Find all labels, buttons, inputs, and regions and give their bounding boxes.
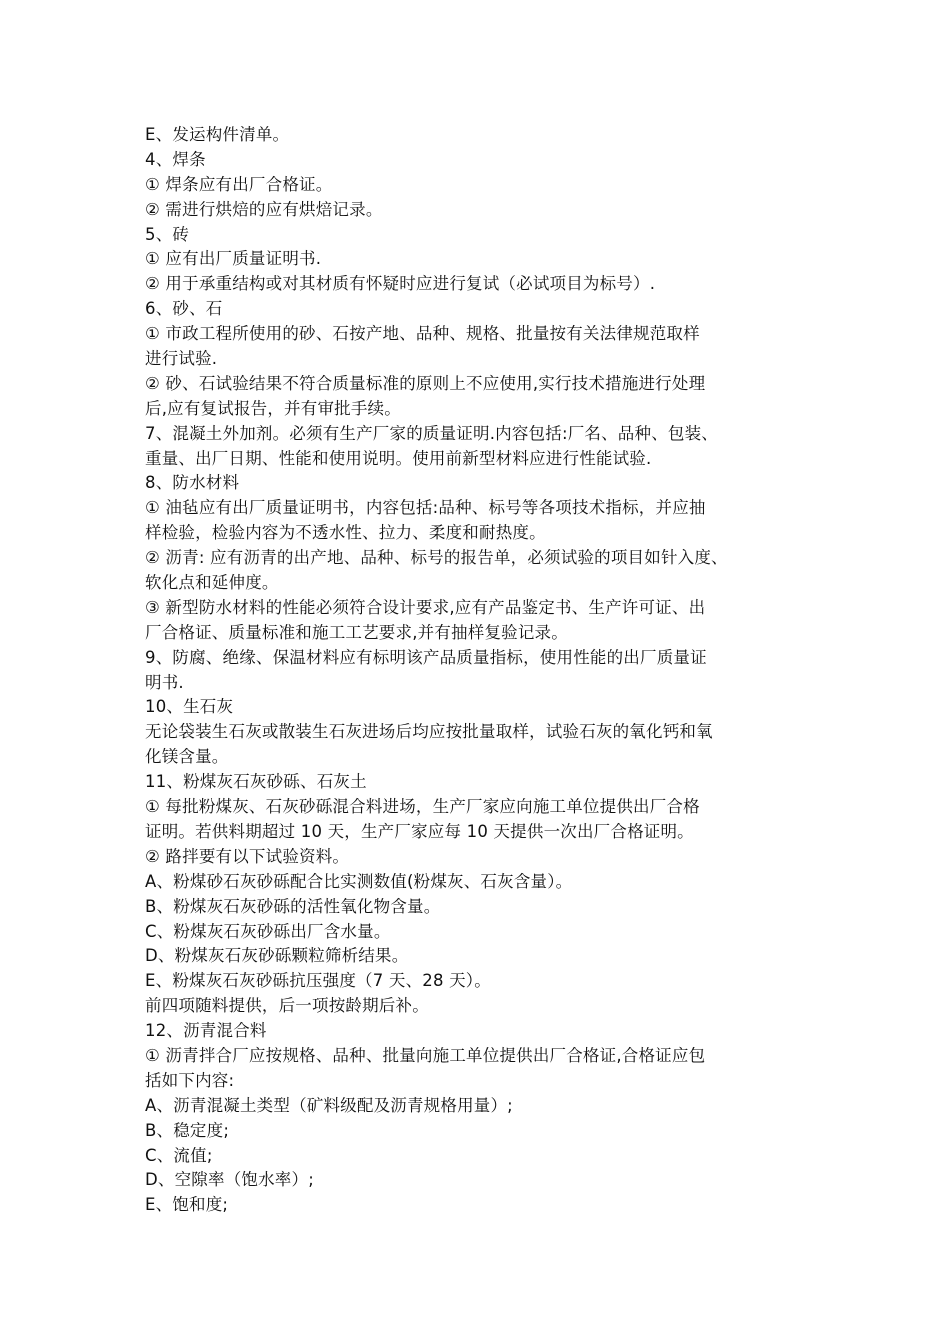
section-heading: 6、砂、石 <box>145 299 223 319</box>
text-line: A、沥青混凝土类型（矿料级配及沥青规格用量）; <box>145 1095 513 1115</box>
section-heading: 12、沥青混合料 <box>145 1021 267 1041</box>
text-line: ② 沥青: 应有沥青的出产地、品种、标号的报告单，必须试验的项目如针入度、 <box>145 548 728 568</box>
text-line: 括如下内容: <box>145 1070 235 1090</box>
section-heading: 8、防水材料 <box>145 473 240 493</box>
text-line: D、空隙率（饱水率）; <box>145 1170 314 1190</box>
section-heading: 4、焊条 <box>145 149 206 169</box>
text-line: 证明。若供料期超过 10 天，生产厂家应每 10 天提供一次出厂合格证明。 <box>145 821 694 841</box>
section-heading: 5、砖 <box>145 224 190 244</box>
text-line: 软化点和延伸度。 <box>145 573 279 593</box>
text-line: 进行试验. <box>145 349 218 369</box>
text-line: B、粉煤灰石灰砂砾的活性氧化物含量。 <box>145 896 441 916</box>
text-line: C、粉煤灰石灰砂砾出厂含水量。 <box>145 921 391 941</box>
section-heading: 11、粉煤灰石灰砂砾、石灰土 <box>145 772 367 792</box>
text-line: ① 每批粉煤灰、石灰砂砾混合料进场，生产厂家应向施工单位提供出厂合格 <box>145 797 700 817</box>
text-line: ① 应有出厂质量证明书. <box>145 249 322 269</box>
section-heading: 9、防腐、绝缘、保温材料应有标明该产品质量指标，使用性能的出厂质量证 <box>145 647 707 667</box>
text-line: ② 需进行烘焙的应有烘焙记录。 <box>145 199 383 219</box>
text-line: 后,应有复试报告，并有审批手续。 <box>145 398 401 418</box>
text-line: ① 市政工程所使用的砂、石按产地、品种、规格、批量按有关法律规范取样 <box>145 324 700 344</box>
text-line: E、粉煤灰石灰砂砾抗压强度（7 天、28 天）。 <box>145 971 491 991</box>
text-line: C、流值; <box>145 1145 213 1165</box>
text-line: 厂合格证、质量标准和施工工艺要求,并有抽样复验记录。 <box>145 622 568 642</box>
text-line: ① 油毡应有出厂质量证明书，内容包括:品种、标号等各项技术指标，并应抽 <box>145 498 706 518</box>
section-heading: 10、生石灰 <box>145 697 234 717</box>
text-line: A、粉煤砂石灰砂砾配合比实测数值(粉煤灰、石灰含量）。 <box>145 871 573 891</box>
text-line: 无论袋装生石灰或散装生石灰进场后均应按批量取样，试验石灰的氧化钙和氧 <box>145 722 713 742</box>
text-line: ① 沥青拌合厂应按规格、品种、批量向施工单位提供出厂合格证,合格证应包 <box>145 1045 706 1065</box>
section-heading: 7、混凝土外加剂。必须有生产厂家的质量证明.内容包括:厂名、品种、包装、 <box>145 423 719 443</box>
text-line: 化镁含量。 <box>145 747 229 767</box>
text-line: ① 焊条应有出厂合格证。 <box>145 174 333 194</box>
text-line: ② 用于承重结构或对其材质有怀疑时应进行复试（必试项目为标号）. <box>145 274 656 294</box>
text-line: 重量、出厂日期、性能和使用说明。使用前新型材料应进行性能试验. <box>145 448 652 468</box>
text-line: E、发运构件清单。 <box>145 125 290 144</box>
text-line: B、稳定度; <box>145 1120 230 1140</box>
text-line: 样检验，检验内容为不透水性、拉力、柔度和耐热度。 <box>145 523 546 543</box>
text-line: ② 路拌要有以下试验资料。 <box>145 846 350 866</box>
text-line: ③ 新型防水材料的性能必须符合设计要求,应有产品鉴定书、生产许可证、出 <box>145 597 706 617</box>
document-body <box>145 123 825 1218</box>
text-line: E、饱和度; <box>145 1195 229 1215</box>
text-line: D、粉煤灰石灰砂砾颗粒筛析结果。 <box>145 946 409 966</box>
text-line: 明书. <box>145 672 184 692</box>
text-line: ② 砂、石试验结果不符合质量标准的原则上不应使用,实行技术措施进行处理 <box>145 373 706 393</box>
text-line: 前四项随料提供，后一项按龄期后补。 <box>145 996 429 1016</box>
